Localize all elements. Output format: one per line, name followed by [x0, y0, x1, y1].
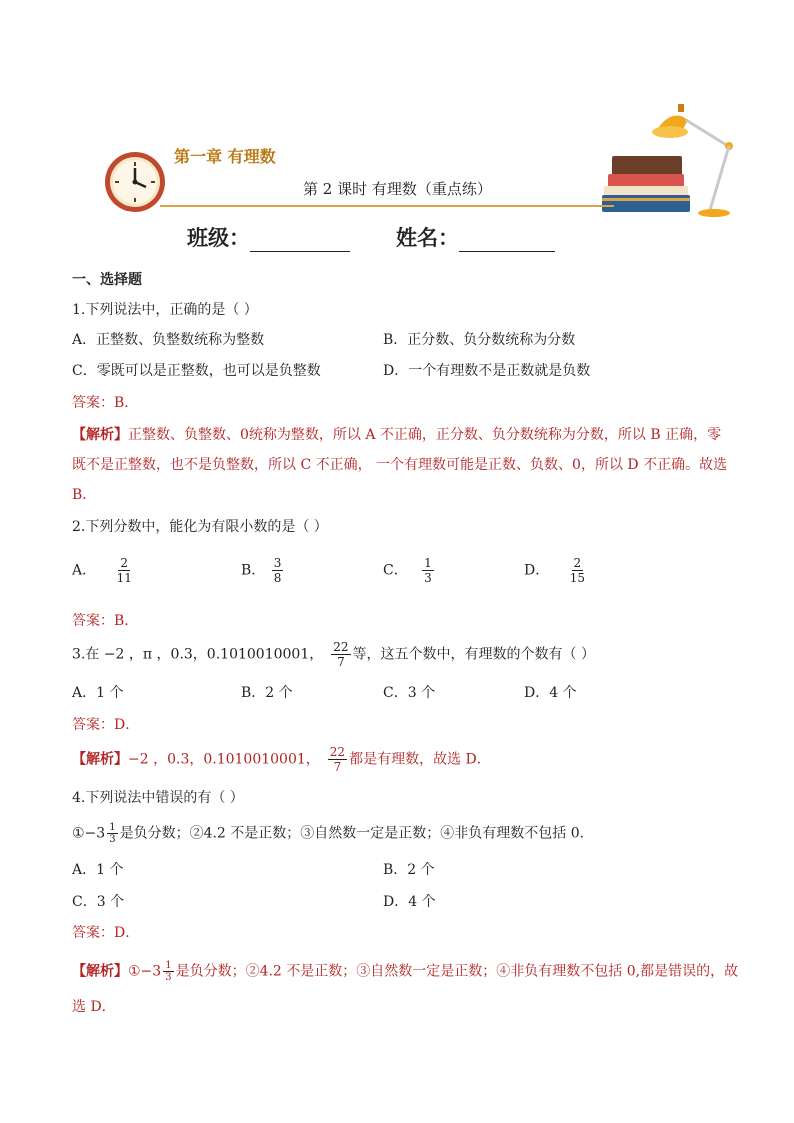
q3-stem-fraction	[331, 640, 350, 669]
section-title: 一、选择题	[72, 272, 142, 288]
q4-analysis-part-2: 是负分数；②4.2 不是正数；③自然数一定是正数；④非负有理数不包括 0,都是错误的，故	[175, 963, 739, 980]
q3-analysis	[72, 745, 491, 774]
q4-analysis-line-1	[72, 960, 738, 983]
q3-option-d[interactable]: D．4 个	[524, 685, 577, 701]
q2-stem: 2.下列分数中，能化为有限小数的是（ ）	[72, 519, 328, 535]
fraction-numerator: 22	[333, 640, 349, 654]
q2-option-b[interactable]	[241, 556, 285, 585]
q1-option-b[interactable]: B．正分数、负分数统称为分数	[383, 332, 576, 348]
fraction-numerator: 3	[273, 556, 282, 570]
fraction-numerator: 2	[573, 556, 582, 570]
fraction-denominator: 3	[424, 571, 432, 585]
fraction-numerator: 2	[120, 556, 129, 570]
class-field	[187, 222, 350, 252]
q2-option-d[interactable]	[524, 556, 589, 585]
books-and-lamp-icon	[598, 98, 743, 220]
q3-stem	[72, 640, 595, 669]
fraction-denominator: 11	[116, 571, 132, 585]
q1-stem: 1.下列说法中，正确的是（ ）	[72, 302, 258, 318]
q1-analysis-tag: 【解析】	[72, 427, 128, 443]
q3-option-b[interactable]: B．2 个	[241, 685, 293, 701]
q3-stem-part-1: 3.在 −2 ，π ，0.3，0.1010010001，	[72, 646, 324, 663]
q2-option-c[interactable]	[383, 556, 436, 585]
q2-answer: 答案：B．	[72, 613, 139, 629]
q1-analysis-line-2: 既不是正整数，也不是负整数，所以 C 不正确， 一个有理数可能是正数、负数、0，所以 D 不正确。故选	[72, 457, 728, 473]
q4-analysis-fraction	[163, 960, 173, 983]
class-blank[interactable]	[250, 231, 350, 252]
fraction-denominator: 15	[569, 571, 585, 585]
q2-option-a[interactable]	[72, 556, 136, 585]
q1-option-a[interactable]: A．正整数、负整数统称为整数	[72, 332, 265, 348]
name-field	[396, 222, 555, 252]
q2-option-d-label: D．	[524, 562, 550, 579]
q4-answer: 答案：D．	[72, 925, 140, 941]
clock-icon	[103, 150, 167, 214]
fraction-denominator: 3	[165, 972, 172, 983]
q4-stem: 4.下列说法中错误的有（ ）	[72, 790, 244, 806]
q3-analysis-tag: 【解析】	[72, 751, 128, 768]
q4-analysis-part-1: ①−3	[128, 963, 162, 980]
q1-analysis-line-3: B．	[72, 487, 97, 503]
q3-analysis-part-2: 都是有理数，故选 D．	[349, 751, 491, 768]
q2-option-c-fraction	[422, 556, 434, 585]
fraction-numerator: 22	[329, 745, 346, 759]
fraction-numerator: 1	[424, 556, 432, 570]
q4-statements	[72, 822, 584, 845]
q4-option-c[interactable]: C．3 个	[72, 894, 125, 910]
q1-analysis-text-1: 正整数、负整数、0统称为整数，所以 A 不正确，正分数、负分数统称为分数，所以 B 正确，零	[128, 427, 722, 443]
lesson-title: 第 2 课时 有理数（重点练）	[303, 180, 492, 198]
q2-option-a-fraction	[115, 556, 134, 585]
fraction-denominator: 8	[273, 571, 282, 585]
q2-option-d-fraction	[568, 556, 587, 585]
q1-option-d[interactable]: D．一个有理数不是正数就是负数	[383, 363, 591, 379]
fraction-denominator: 7	[333, 760, 342, 774]
q4-option-a[interactable]: A．1 个	[72, 862, 124, 878]
q1-answer: 答案：B．	[72, 395, 139, 411]
q4-analysis-tag: 【解析】	[72, 963, 128, 980]
fraction-numerator: 1	[165, 960, 172, 971]
q2-option-a-label: A．	[72, 562, 97, 579]
q3-analysis-fraction	[328, 745, 347, 774]
q4-statement-fraction	[107, 822, 117, 845]
q1-analysis-line-1	[72, 426, 721, 444]
q4-statement-part-2: 是负分数；②4.2 不是正数；③自然数一定是正数；④非负有理数不包括 0.	[119, 825, 585, 842]
fraction-numerator: 1	[109, 822, 116, 833]
fraction-denominator: 3	[109, 834, 116, 845]
chapter-title: 第一章 有理数	[174, 147, 276, 166]
q3-answer: 答案：D．	[72, 717, 140, 733]
q2-option-b-label: B．	[241, 562, 266, 579]
q2-option-b-fraction	[272, 556, 284, 585]
name-blank[interactable]	[459, 231, 555, 252]
class-label: 班级：	[187, 225, 250, 250]
q3-option-c[interactable]: C．3 个	[383, 685, 436, 701]
fraction-denominator: 7	[337, 655, 345, 669]
q4-option-b[interactable]: B．2 个	[383, 862, 435, 878]
q4-analysis-line-2: 选 D．	[72, 999, 116, 1015]
q3-stem-part-2: 等，这五个数中，有理数的个数有（ ）	[352, 646, 595, 663]
q3-analysis-part-1: −2 ，0.3，0.1010010001，	[128, 751, 320, 768]
header-divider	[160, 205, 614, 207]
q3-option-a[interactable]: A．1 个	[72, 685, 124, 701]
name-label: 姓名：	[396, 225, 459, 250]
q4-option-d[interactable]: D．4 个	[383, 894, 436, 910]
q4-statement-part-1: ①−3	[72, 825, 106, 842]
q1-option-c[interactable]: C．零既可以是正整数，也可以是负整数	[72, 363, 321, 379]
q2-option-c-label: C．	[383, 562, 408, 579]
